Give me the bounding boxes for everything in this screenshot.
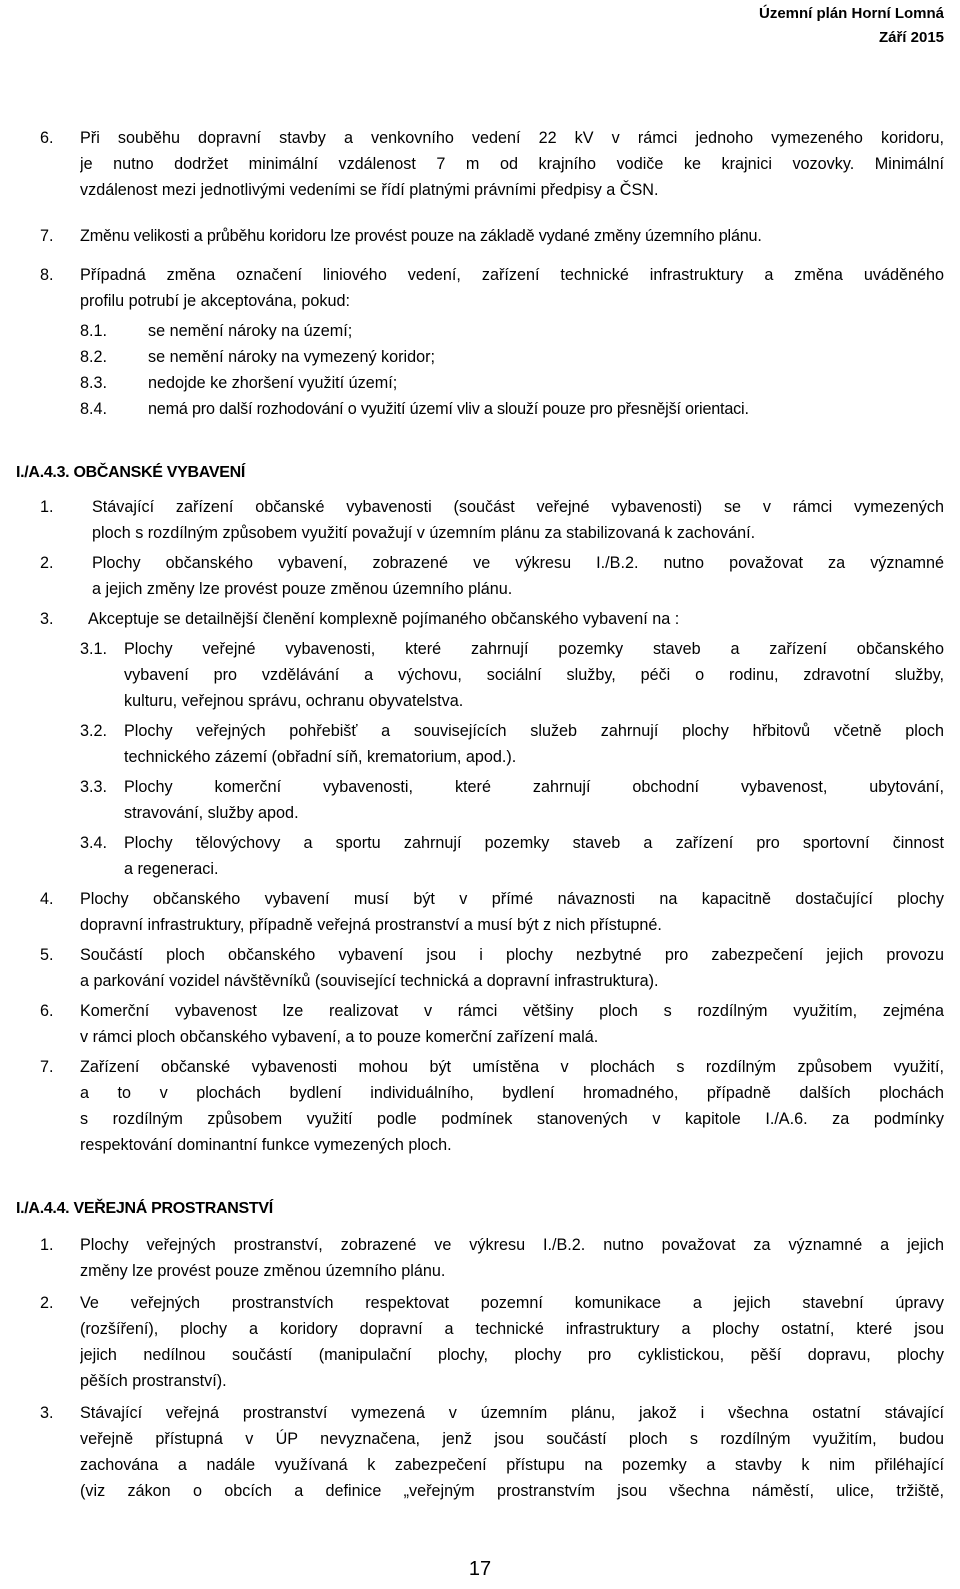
subitem-text: se nemění nároky na území; (148, 322, 353, 340)
item-text-line: (viz zákon o obcích a definice „veřejným prostranstvím jsou všechna náměstí, ulice, tržiště, (80, 1482, 944, 1500)
item-text-line: respektování dominantní funkce vymezených ploch. (80, 1136, 452, 1154)
section-heading: I./A.4.3. OBČANSKÉ VYBAVENÍ (16, 464, 245, 481)
page-number: 17 (468, 1558, 492, 1580)
item-number: 6. (40, 129, 54, 147)
item-text-line: Změnu velikosti a průběhu koridoru lze provést pouze na základě vydané změny územního plánu. (80, 227, 762, 245)
item-text-line: a parkování vozidel návštěvníků (související technická a dopravní infrastruktura). (80, 972, 659, 990)
header-title: Územní plán Horní Lomná (758, 5, 944, 22)
item-text-line: Plochy komerční vybavenosti, které zahrnují obchodní vybavenost, ubytování, (124, 778, 944, 796)
item-text-line: Stávající veřejná prostranství vymezená v územním plánu, jakož i všechna ostatní stávající (80, 1404, 944, 1422)
item-text-line: Plochy občanského vybavení musí být v přímé návaznosti na kapacitně dostačující plochy (80, 890, 944, 908)
subitem-number: 8.2. (80, 348, 108, 366)
subitem-number: 3.3. (80, 778, 108, 796)
item-number: 6. (40, 1002, 54, 1020)
item-number: 1. (40, 1236, 54, 1254)
item-text-line: Plochy veřejných prostranství, zobrazené ve výkresu I./B.2. nutno považovat za významné a jejich (80, 1236, 944, 1254)
subitem-number: 8.1. (80, 322, 108, 340)
subitem-text: se nemění nároky na vymezený koridor; (148, 348, 436, 366)
item-text-line: a regeneraci. (124, 860, 219, 878)
item-text-line: a to v plochách bydlení individuálního, bydlení hromadného, případně dalších plochách (80, 1084, 944, 1102)
item-number: 2. (40, 1294, 54, 1312)
item-text-line: Komerční vybavenost lze realizovat v rámci většiny ploch s rozdílným využitím, zejména (80, 1002, 944, 1020)
item-number: 7. (40, 227, 54, 245)
item-number: 5. (40, 946, 54, 964)
item-text-line: dopravní infrastruktury, případně veřejná prostranství a musí být z nich přístupné. (80, 916, 662, 934)
item-text-line: vybavení pro vzdělávání a výchovu, sociální služby, péči o rodinu, zdravotní služby, (124, 666, 944, 684)
item-text-line: je nutno dodržet minimální vzdálenost 7 m od krajního vodiče ke krajnici vozovky. Minimální (80, 155, 944, 173)
item-text-line: Ve veřejných prostranstvích respektovat pozemní komunikace a jejich stavební úpravy (80, 1294, 944, 1312)
item-text-line: pěších prostranství). (80, 1372, 227, 1390)
item-text-line: Případná změna označení liniového vedení, zařízení technické infrastruktury a změna uváděného (80, 266, 944, 284)
item-text-line: (rozšíření), plochy a koridory dopravní a technické infrastruktury a plochy ostatní, které jsou (80, 1320, 944, 1338)
item-text-line: s rozdílným způsobem využití podle podmínek stanovených v kapitole I./A.6. za podmínky (80, 1110, 944, 1128)
item-text-line: Plochy občanského vybavení, zobrazené ve výkresu I./B.2. nutno považovat za významné (92, 554, 944, 572)
item-text-line: vzdálenost mezi jednotlivými vedeními se řídí platnými právními předpisy a ČSN. (80, 181, 659, 199)
item-number: 1. (40, 498, 54, 516)
item-text-line: technického zázemí (obřadní síň, krematorium, apod.). (124, 748, 517, 766)
item-text-line: ploch s rozdílným způsobem využití považují v územním plánu za stabilizovaná k zachování. (92, 524, 756, 542)
item-text-line: Plochy tělovýchovy a sportu zahrnují pozemky staveb a zařízení pro sportovní činnost (124, 834, 944, 852)
item-text-line: zachována a nadále využívaná k zabezpečení přístupu na pozemky a stavby k nim přiléhající (80, 1456, 944, 1474)
subitem-number: 8.4. (80, 400, 108, 418)
section-heading: I./A.4.4. VEŘEJNÁ PROSTRANSTVÍ (16, 1200, 273, 1217)
item-text-line: Zařízení občanské vybavenosti mohou být umístěna v plochách s rozdílným způsobem využití, (80, 1058, 944, 1076)
subitem-number: 3.4. (80, 834, 108, 852)
subitem-text: nemá pro další rozhodování o využití území vliv a slouží pouze pro přesnější orientaci. (148, 400, 749, 418)
item-text-line: Při souběhu dopravní stavby a venkovního vedení 22 kV v rámci jednoho vymezeného koridoru, (80, 129, 944, 147)
item-text-line: Akceptuje se detailnější členění komplexně pojímaného občanského vybavení na : (88, 610, 680, 628)
item-text-line: Stávající zařízení občanské vybavenosti (součást veřejné vybavenosti) se v rámci vymezených (92, 498, 944, 516)
item-number: 3. (40, 1404, 54, 1422)
item-text-line: Součástí ploch občanského vybavení jsou i plochy nezbytné pro zabezpečení jejich provozu (80, 946, 944, 964)
item-text-line: profilu potrubí je akceptována, pokud: (80, 292, 350, 310)
item-text-line: a jejich změny lze provést pouze změnou územního plánu. (92, 580, 513, 598)
item-text-line: veřejně přístupná v ÚP nevyznačena, jenž jsou součástí ploch s rozdílným využitím, budou (80, 1430, 944, 1448)
item-text-line: změny lze provést pouze změnou územního plánu. (80, 1262, 446, 1280)
subitem-text: nedojde ke zhoršení využití území; (148, 374, 398, 392)
item-text-line: v rámci ploch občanského vybavení, a to pouze komerční zařízení malá. (80, 1028, 599, 1046)
subitem-number: 3.1. (80, 640, 108, 658)
subitem-number: 3.2. (80, 722, 108, 740)
header-date: Září 2015 (878, 29, 944, 46)
item-number: 8. (40, 266, 54, 284)
item-number: 7. (40, 1058, 54, 1076)
item-text-line: jejich nedílnou součástí (manipulační plochy, plochy pro cyklistickou, pěší dopravu, plochy (80, 1346, 944, 1364)
item-number: 2. (40, 554, 54, 572)
item-number: 4. (40, 890, 54, 908)
item-text-line: kulturu, veřejnou správu, ochranu obyvatelstva. (124, 692, 464, 710)
subitem-number: 8.3. (80, 374, 108, 392)
item-number: 3. (40, 610, 54, 628)
item-text-line: Plochy veřejných pohřebišť a souvisejících služeb zahrnují plochy hřbitovů včetně ploch (124, 722, 944, 740)
item-text-line: Plochy veřejné vybavenosti, které zahrnují pozemky staveb a zařízení občanského (124, 640, 944, 658)
item-text-line: stravování, služby apod. (124, 804, 299, 822)
